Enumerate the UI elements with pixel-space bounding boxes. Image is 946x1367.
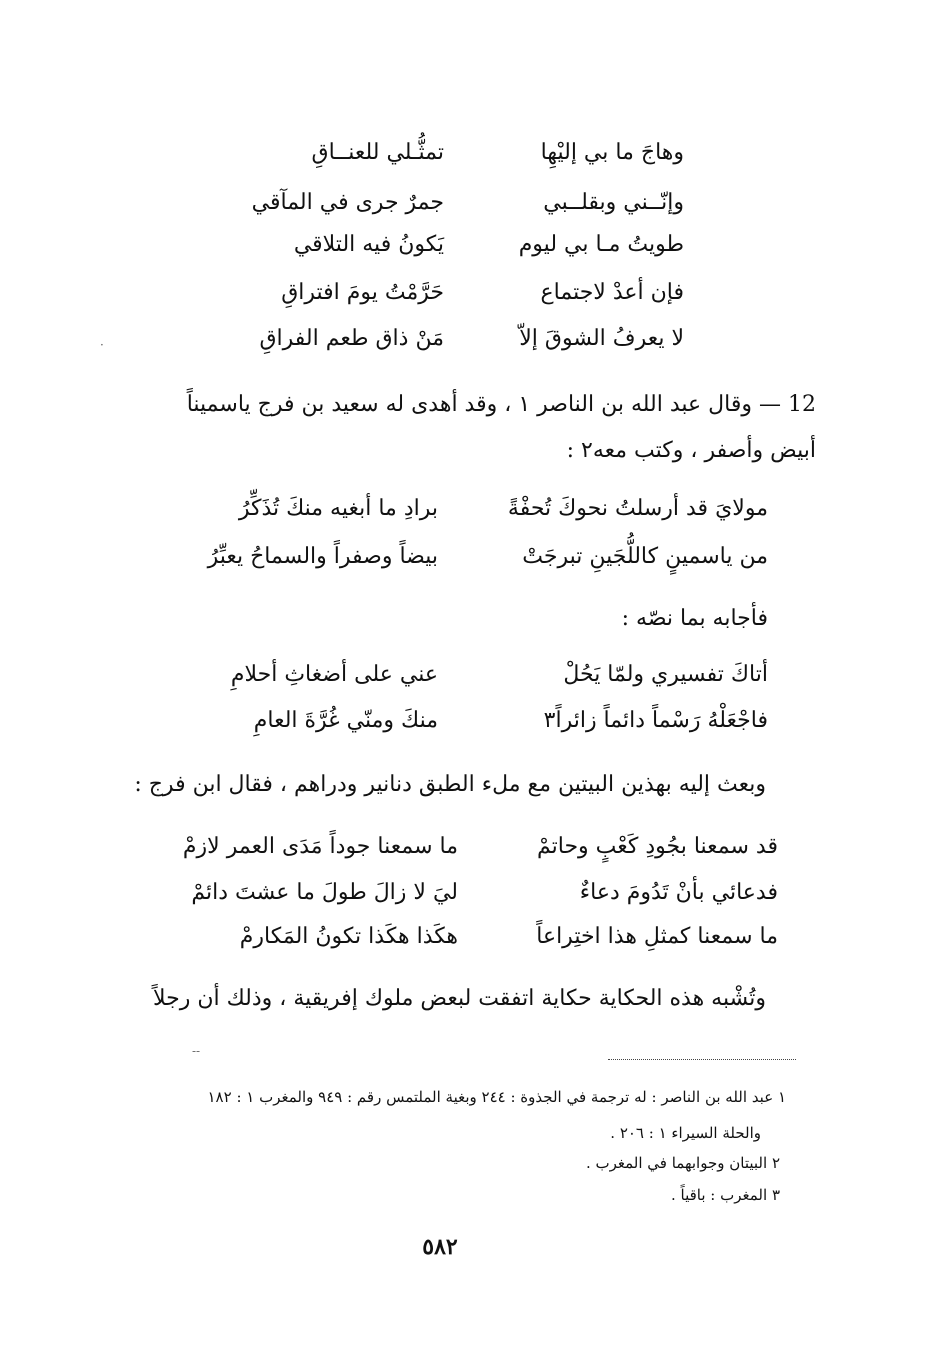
footnote-1-line-2: والحلة السيراء ١ : ٢٠٦ . <box>610 1124 761 1142</box>
poem1-verse-1 <box>254 140 684 165</box>
footnote-1-line-1: ١ عبد الله بن الناصر : له ترجمة في الجذوة : ٢٤٤ وبغية الملتمس رقم : ٩٤٩ والمغرب ١ : ١٨٢ <box>207 1088 786 1106</box>
hemistich-left: منكَ ومنّي غُرَّةَ العامِ <box>253 708 438 733</box>
paragraph-intro-line-1: 12 — وقال عبد الله بن الناصر ١ ، وقد أهدى له سعيد بن فرج ياسميناً <box>186 392 816 417</box>
poem4-verse-3 <box>168 924 778 949</box>
poem2-verse-2 <box>168 544 768 569</box>
poem2-verse-1 <box>168 496 768 521</box>
hemistich-right: فاجْعَلْهُ رَسْماً دائماً زائراً٣ <box>543 708 768 733</box>
poem4-verse-1 <box>168 834 778 859</box>
hemistich-right: قد سمعنا بجُودِ كَعْبٍ وحاتمْ <box>536 834 778 859</box>
hemistich-left: بيضاً وصفراً والسماحُ يعبِّرُ <box>207 544 438 569</box>
paragraph-gift: وبعث إليه بهذين البيتين مع ملء الطبق دنانير ودراهم ، فقال ابن فرج : <box>134 772 766 797</box>
margin-mark: · <box>100 338 104 352</box>
hemistich-left: هكَذا هكَذا تكونُ المَكارمْ <box>239 924 458 949</box>
hemistich-left: ليَ لا زالَ طولَ ما عشتَ دائمْ <box>191 880 458 905</box>
page-number: ٥٨٢ <box>422 1234 458 1260</box>
hemistich-right: ما سمعنا كمثلِ هذا اختِراعاً <box>536 924 778 949</box>
hemistich-left: برادِ ما أبغيه منكَ تُذَكِّرُ <box>238 496 438 521</box>
hemistich-right: وهاجَ ما بي إليْهِا <box>540 140 684 165</box>
poem3-verse-1 <box>188 662 768 687</box>
footnote-2: ٢ البيتان وجوابهما في المغرب . <box>585 1154 780 1172</box>
hemistich-left: عني على أضغاثِ أحلامِ <box>230 662 438 687</box>
footnote-3: ٣ المغرب : باقياً . <box>670 1186 780 1204</box>
hemistich-right: طويتُ مـا بي ليوم <box>518 232 684 257</box>
poem1-verse-2 <box>251 190 684 215</box>
poem1-verse-5 <box>254 326 684 351</box>
paragraph-reply-intro: فأجابه بما نصّه : <box>621 606 768 631</box>
hemistich-left: يَكونُ فيه التلاقي <box>293 232 444 257</box>
paragraph-continuation: وتُشْبه هذه الحكاية حكاية اتفقت لبعض ملوك إفريقية ، وذلك أن رجلاً <box>153 986 766 1011</box>
paragraph-intro-line-2: أبيض وأصفر ، وكتب معه٢ : <box>566 438 816 463</box>
hemistich-left: تمثُّـلي للعنــاقِ <box>311 140 444 165</box>
hemistich-right: من ياسمينٍ كاللُّجَينِ تبرجَتْ <box>522 544 768 569</box>
poem4-verse-2 <box>168 880 778 905</box>
footnote-separator <box>608 1059 796 1060</box>
poem1-verse-3 <box>254 232 684 257</box>
poem1-verse-4 <box>254 280 684 305</box>
hemistich-left: ما سمعنا جوداً مَدَى العمر لازمْ <box>182 834 458 859</box>
hemistich-left: جمرٌ جرى في المآقي <box>251 190 444 215</box>
poem3-verse-2 <box>188 708 768 733</box>
hemistich-right: لا يعرفُ الشوقَ إلاّ <box>519 326 684 351</box>
hemistich-left: مَنْ ذاق طعم الفراقِ <box>259 326 444 351</box>
hemistich-right: وإنّــني وبقلــبي <box>543 190 684 215</box>
margin-mark: -‐ <box>192 1044 201 1058</box>
hemistich-right: فدعائي بأنْ تَدُومَ دعاءٌ <box>579 880 778 905</box>
hemistich-right: مولايَ قد أرسلتُ نحوكَ تُحفْةً <box>507 496 768 521</box>
hemistich-right: أتاكَ تفسيري ولمّا يَحُلْ <box>563 662 768 687</box>
hemistich-left: حَرَّمْتُ يومَ افتراقِ <box>281 280 444 305</box>
hemistich-right: فإن أعدْ لاجتماع <box>540 280 684 305</box>
